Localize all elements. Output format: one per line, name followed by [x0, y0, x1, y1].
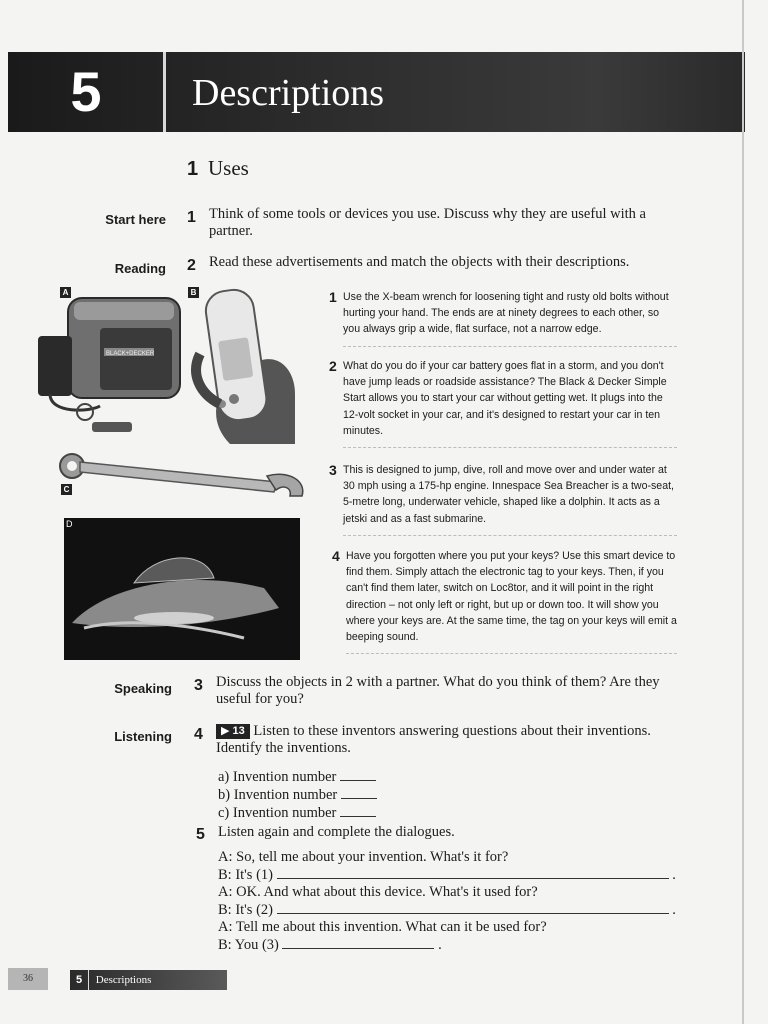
- task-label-reading: Reading: [114, 261, 166, 276]
- ad-number: 2: [329, 358, 337, 374]
- cd-track-number: 13: [232, 725, 245, 737]
- footer-chapter-title: Descriptions: [95, 974, 152, 986]
- ad-description-1: Use the X-beam wrench for loosening tight and rusty old bolts without hurting your hand. The ends are at ninety degrees to each other, so you always grip a wide, flat surface, not a narrow edge.: [343, 289, 677, 347]
- answer-blank[interactable]: [340, 804, 376, 817]
- ad-description-3: This is designed to jump, dive, roll and move over and under water at 30 mph using a 175-hp engine. Innespace Sea Breacher is a two-seat, 5-metre long, underwater vehicle, shaped like a dolphin. It acts as a jetski and as a fast submarine.: [343, 462, 677, 536]
- answer-blank[interactable]: [340, 768, 376, 781]
- header-divider: [163, 52, 166, 132]
- image-tag-d: D: [66, 519, 73, 529]
- dialogue-line: A: Tell me about this invention. What can it be used for?: [218, 919, 547, 935]
- footer-chapter-number: 5: [70, 970, 89, 990]
- task-number: 4: [194, 726, 203, 743]
- dialogue-line: B: It's (2) .: [218, 902, 676, 918]
- invention-list: [218, 768, 518, 822]
- task-text: Listen again and complete the dialogues.: [218, 824, 455, 840]
- device-brand: BLACK+DECKER: [106, 351, 155, 357]
- list-item: b) Invention number: [218, 786, 518, 804]
- task-text: Read these advertisements and match the objects with their descriptions.: [209, 254, 630, 270]
- task-text: Listen to these inventors answering questions about their inventions. Identify the inventions.: [216, 723, 651, 756]
- dialogue-line: A: So, tell me about your invention. What's it for?: [218, 849, 509, 865]
- cd-track-icon: ▶ 13: [216, 724, 250, 739]
- key-locator-image: [190, 284, 300, 449]
- task-label-speaking: Speaking: [114, 681, 172, 696]
- answer-blank[interactable]: [277, 901, 669, 914]
- page-edge: [742, 0, 744, 1024]
- list-item: a) Invention number: [218, 768, 518, 786]
- answer-blank[interactable]: [341, 786, 377, 799]
- wrench-image: [52, 452, 312, 508]
- task-text: Think of some tools or devices you use. Discuss why they are useful with a partner.: [209, 206, 646, 239]
- image-tag-a: A: [60, 287, 71, 298]
- list-item: c) Invention number: [218, 804, 518, 822]
- answer-blank[interactable]: [282, 936, 434, 949]
- chapter-number: 5: [70, 60, 102, 123]
- task-number: 3: [194, 677, 203, 694]
- task-text: Discuss the objects in 2 with a partner. What do you think of them? Are they useful for you?: [216, 674, 660, 707]
- ad-number: 1: [329, 289, 337, 305]
- ad-description-4: Have you forgotten where you put your keys? Use this smart device to find them. Simply attach the electronic tag to your keys. Then, if you can't find them later, switch on Loc8tor, and it will point in the right direction – not only left or right, but up or down too. It will show you where your keys are. At the same time, the tag on your keys will emit a beeping sound.: [346, 548, 677, 654]
- footer-chapter-bar: [70, 970, 227, 990]
- chapter-header: [8, 52, 745, 132]
- ad-description-2: What do you do if your car battery goes flat in a storm, and you don't have jump leads or roadside assistance? The Black & Decker Simple Start allows you to start your car without getting wet. It plugs into the 12-volt socket in your car, and it's designed to restart your car in ten minutes.: [343, 358, 677, 448]
- task-label-start-here: Start here: [105, 212, 166, 227]
- task-number: 1: [187, 209, 196, 226]
- dialogue-line: A: OK. And what about this device. What's it used for?: [218, 884, 538, 900]
- task-label-listening: Listening: [114, 729, 172, 744]
- dialogue-line: B: It's (1) .: [218, 867, 676, 883]
- sea-breacher-photo: [64, 518, 300, 660]
- car-starter-image: [30, 284, 190, 444]
- task-number: 2: [187, 257, 196, 274]
- ad-number: 4: [332, 548, 340, 564]
- task-number: 5: [196, 826, 205, 843]
- dialogue: [218, 849, 688, 954]
- chapter-title: Descriptions: [192, 72, 385, 114]
- dialogue-line: B: You (3) .: [218, 937, 442, 953]
- page-number: 36: [8, 968, 48, 990]
- ad-number: 3: [329, 462, 337, 478]
- section-number: 1: [187, 158, 199, 180]
- image-tag-b: B: [188, 287, 199, 298]
- section-title: Uses: [208, 156, 249, 180]
- task-listening: [216, 723, 691, 757]
- answer-blank[interactable]: [277, 866, 669, 879]
- image-tag-c: C: [61, 484, 72, 495]
